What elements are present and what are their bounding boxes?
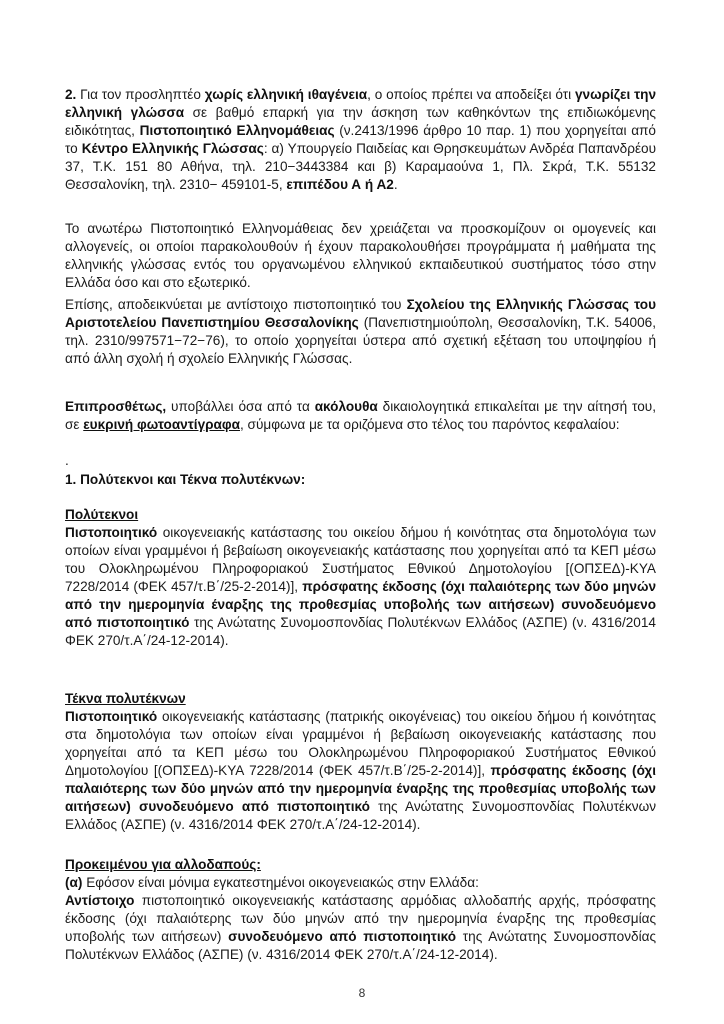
bold-text: Πιστοποιητικό <box>65 709 158 724</box>
bold-text: Επιπροσθέτως, <box>65 399 167 414</box>
bold-text: πρόσφατης έκδοσης (όχι παλαιότερης των δύο μηνών από την ημερομηνία έναρξης της προθεσμίας υποβολής των αιτήσεων) συνοδευόμενο από πιστοποιητικό <box>65 763 656 814</box>
text: της Ανώτατης Συνομοσπονδίας Πολυτέκνων Ελλάδος (ΑΣΠΕ) (ν. 4316/2014 ΦΕΚ 270/τ.Α΄/24-12-2014). <box>65 929 656 962</box>
text: υποβάλλει όσα από τα <box>166 399 315 414</box>
bold-text: συνοδευόμενο από πιστοποιητικό <box>228 929 457 944</box>
text: της Ανώτατης Συνομοσπονδίας Πολυτέκνων Ελλάδος (ΑΣΠΕ) (ν. 4316/2014 ΦΕΚ 270/τ.Α΄/24-12-2014). <box>65 799 656 832</box>
bold-text: Σχολείου της Ελληνικής Γλώσσας του Αριστοτελείου Πανεπιστημίου Θεσσαλονίκης <box>65 297 656 330</box>
bold-text: Πιστοποιητικό <box>65 525 158 540</box>
subsection-title: Προκειμένου για αλλοδαπούς: <box>65 857 261 872</box>
subsection-title: Πολύτεκνοι <box>65 507 139 522</box>
text: Εφόσον είναι μόνιμα εγκατεστημένοι οικογενειακώς στην Ελλάδα: <box>82 875 479 890</box>
text: δικαιολογητικά επικαλείται με την αίτησή του, σε <box>65 399 656 432</box>
text: της Ανώτατης Συνομοσπονδίας Πολυτέκνων Ελλάδος (ΑΣΠΕ) (ν. 4316/2014 ΦΕΚ 270/τ.Α΄/24-12-2014). <box>65 615 656 648</box>
paragraph-additional-documents <box>65 398 656 434</box>
text: (ν.2413/1996 άρθρο 10 παρ. 1) που χορηγείται από το <box>65 123 656 156</box>
text: . <box>393 177 398 192</box>
text: (Πανεπιστημιούπολη, Θεσσαλονίκη, Τ.Κ. 54006, τηλ. 2310/997571−72−76), το οποίο χορηγείται ύστερα από σχετική εξέταση του υποψηφίου ή από άλλη σχολή ή σχολείο Ελληνικής Γλώσσας. <box>65 315 657 366</box>
text: : α) Υπουργείο Παιδείας και Θρησκευμάτων Ανδρέα Παπανδρέου 37, Τ.Κ. 151 80 Αθήνα, τηλ. 210−3443384 και β) Καραμαούνα 1, Πλ. Σκρά, Τ.Κ. 55132 Θεσσαλονίκη, τηλ. 2310− 459101-5, <box>65 141 656 192</box>
subsection-foreigners <box>65 856 656 964</box>
bold-text: χωρίς ελληνική ιθαγένεια <box>204 87 368 102</box>
bold-text: ακόλουθα <box>314 399 378 414</box>
text: , ο οποίος πρέπει να αποδείξει ότι <box>367 87 575 102</box>
bold-text: πρόσφατης έκδοσης (όχι παλαιότερης των δύο μηνών από την ημερομηνία έναρξης της προθεσμίας υποβολής των αιτήσεων) συνοδευόμενο από πιστοποιητικό <box>65 579 656 630</box>
paragraph-exemption: Το ανωτέρω Πιστοποιητικό Ελληνομάθειας δεν χρειάζεται να προσκομίζουν οι ομογενείς και αλλογενείς, οι οποίοι παρακολουθούν ή έχουν παρακολουθήσει προγράμματα ή μαθήματα της ελληνικής γλώσσας εντός του οργανωμένου ελληνικού εκπαιδευτικού συστήματος τόσο στην Ελλάδα όσο και στο εξωτερικό. <box>65 221 656 290</box>
stray-dot: . <box>65 453 69 468</box>
text: Επίσης, αποδεικνύεται με αντίστοιχο πιστοποιητικό του <box>65 297 407 312</box>
bold-text: Πιστοποιητικό Ελληνομάθειας <box>139 123 335 138</box>
item-label: (α) <box>65 875 83 890</box>
page-number: 8 <box>358 986 366 1000</box>
text: οικογενειακής κατάστασης του οικείου δήμου ή κοινότητας στα δημοτολόγια των οποίων είναι γραμμένοι ή βεβαίωση οικογενειακής κατάστασης που χορηγείται από τα ΚΕΠ μέσω του Ολοκληρωμένου Πληροφοριακού Συστήματος Εθνικού Δημοτολογίου [(ΟΠΣΕΔ)-ΚΥΑ 7228/2014 (ΦΕΚ 457/τ.Β΄/25-2-2014)], <box>65 525 656 594</box>
text: πιστοποιητικό οικογενειακής κατάστασης αρμόδιας αλλοδαπής αρχής, πρόσφατης έκδοσης (όχι παλαιότερης των δύο μηνών από την ημερομηνία έναρξης της προθεσμίας υποβολής των αιτήσεων) <box>65 893 656 944</box>
text: σε βαθμό επαρκή για την άσκηση των καθηκόντων της επιδιωκόμενης ειδικότητας, <box>65 105 656 138</box>
subsection-title: Τέκνα πολυτέκνων <box>65 691 186 706</box>
bold-text: επιπέδου Α ή Α2 <box>286 177 394 192</box>
underlined-bold-text: ευκρινή φωτοαντίγραφα <box>83 417 240 432</box>
text: οικογενειακής κατάστασης (πατρικής οικογένειας) του οικείου δήμου ή κοινότητας στα δημοτολόγια των οποίων είναι γραμμένοι ή βεβαίωση οικογενειακής κατάστασης που χορηγείται από τα ΚΕΠ μέσω του Ολοκληρωμένου Πληροφοριακού Συστήματος Εθνικού Δημοτολογίου [(ΟΠΣΕΔ)-ΚΥΑ 7228/2014 (ΦΕΚ 457/τ.Β΄/25-2-2014)], <box>65 709 656 778</box>
section-heading-large-families <box>65 471 656 489</box>
paragraph-greek-language-proof <box>65 86 656 194</box>
item-number: 2. <box>65 87 77 102</box>
bold-text: Αντίστοιχο <box>65 893 135 908</box>
paragraph-school-certificate <box>65 296 656 368</box>
heading-text: 1. Πολύτεκνοι και Τέκνα πολυτέκνων: <box>65 472 306 487</box>
text: , σύμφωνα με τα οριζόμενα στο τέλος του παρόντος κεφαλαίου: <box>240 417 620 432</box>
subsection-large-families <box>65 506 656 650</box>
bold-text: Κέντρο Ελληνικής Γλώσσας <box>81 141 264 156</box>
bold-text: γνωρίζει την ελληνική γλώσσα <box>65 87 657 120</box>
text: Για τον προσληπτέο <box>76 87 205 102</box>
subsection-children-of-large-families <box>65 690 656 834</box>
